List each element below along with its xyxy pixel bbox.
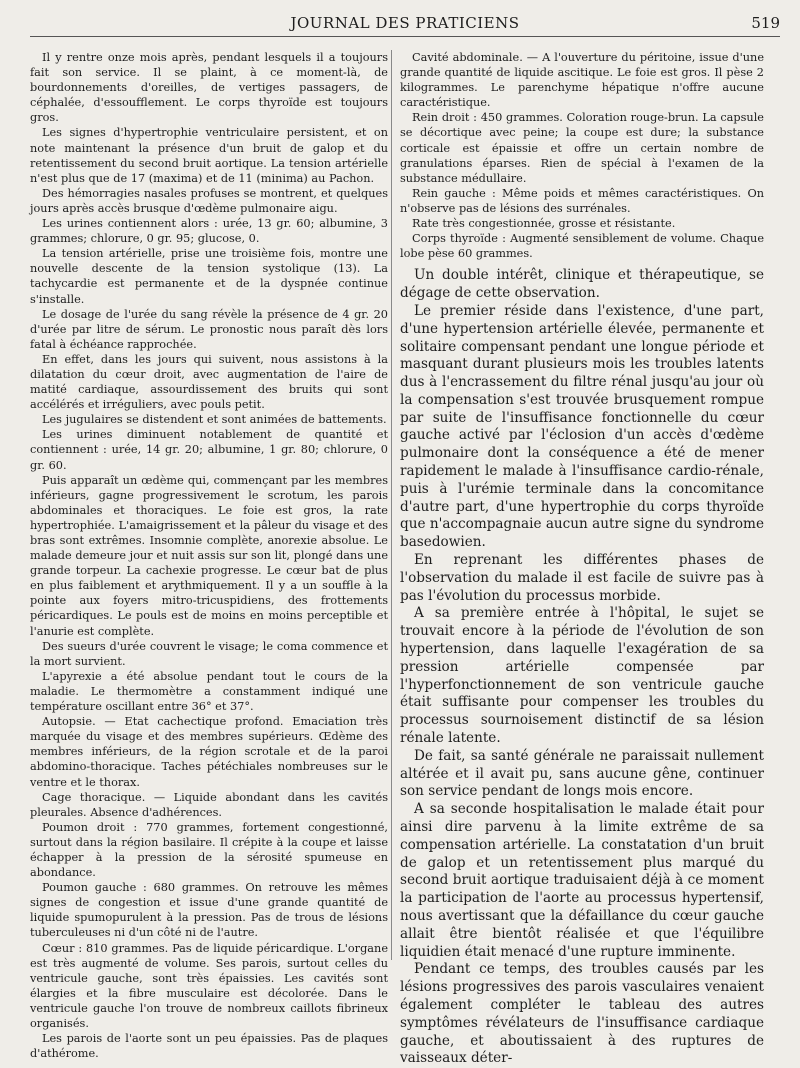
paragraph: De fait, sa santé générale ne paraissait nullement altérée et il avait pu, sans aucune gêne, continuer son service pendant de longs mois encore. xyxy=(400,747,764,800)
right-column xyxy=(400,50,764,1068)
autopsy-paragraph: Autopsie. — Etat cachectique profond. Emaciation très marquée du visage et des membres supérieurs. Œdème des membres inférieurs, de la région scrotale et de la paroi abdomino-thoracique. Taches pétéchiales nombreuses sur le ventre et le thorax. xyxy=(30,715,388,789)
column-divider xyxy=(391,50,392,960)
right-column-notes xyxy=(400,50,764,261)
paragraph: Les urines contiennent alors : urée, 13 gr. 60; albumine, 3 grammes; chlorure, 0 gr. 95; glucose, 0. xyxy=(30,217,388,246)
paragraph: Cage thoracique. — Liquide abondant dans les cavités pleurales. Absence d'adhérences. xyxy=(30,790,388,819)
paragraph: L'apyrexie a été absolue pendant tout le cours de la maladie. Le thermomètre a constamment indiqué une température oscillant entre 36° et 37°. xyxy=(30,669,388,714)
paragraph: En reprenant les différentes phases de l'observation du malade il est facile de suivre pas à pas l'évolution du processus morbide. xyxy=(400,552,764,604)
paragraph: Rate très congestionnée, grosse et résistante. xyxy=(412,217,676,231)
paragraph: Les jugulaires se distendent et sont animées de battements. xyxy=(42,413,387,427)
paragraph: Poumon gauche : 680 grammes. On retrouve les mêmes signes de congestion et issue d'une grande quantité de liquide spumopurulent à la pression. Pas de trous de lésions tuberculeuses ni d'un côté ni de l'autre. xyxy=(30,881,388,940)
page-number: 519 xyxy=(751,14,780,32)
paragraph: Puis apparaît un œdème qui, commençant par les membres inférieurs, gagne progressivement le scrotum, les parois abdominales et thoraciques. Le foie est gros, la rate hypertrophiée. L'amaigrissement et la pâleur du visage et des bras sont extrêmes. Insomnie complète, anorexie absolue. Le malade demeure jour et nuit assis sur son lit, plongé dans une grande torpeur. La cachexie progresse. Le cœur bat de plus en plus faiblement et arythmiquement. Il y a un souffle à la pointe aux foyers mitro-tricuspidiens, des frottements péricardiques. Le pouls est de moins en moins perceptible et l'anurie est complète. xyxy=(30,473,388,638)
paragraph: Les parois de l'aorte sont un peu épaissies. Pas de plaques d'athérome. xyxy=(30,1032,388,1061)
paragraph: Cavité abdominale. — A l'ouverture du péritoine, issue d'une grande quantité de liquide ascitique. Le foie est gros. Il pèse 2 kilogrammes. Le parenchyme hépatique n'offre aucune caractéristique. xyxy=(400,51,764,110)
paragraph: Corps thyroïde : Augmenté sensiblement de volume. Chaque lobe pèse 60 grammes. xyxy=(400,232,764,261)
running-title: JOURNAL DES PRATICIENS xyxy=(290,14,520,32)
paragraph: Rein droit : 450 grammes. Coloration rouge-brun. La capsule se décortique avec peine; la coupe est dure; la substance corticale est épaissie et offre un certain nombre de granulations éparses. Rien de spécial à l'examen de la substance médullaire. xyxy=(400,111,764,185)
paragraph: Il y rentre onze mois après, pendant lesquels il a toujours fait son service. Il se plaint, à ce moment-là, de bourdonnements d'oreilles, de vertiges passagers, de céphalée, d'essoufflement. Le corps thyroïde est toujours gros. xyxy=(30,51,388,125)
paragraph: Des sueurs d'urée couvrent le visage; le coma commence et la mort survient. xyxy=(30,639,388,668)
paragraph: A sa première entrée à l'hôpital, le sujet se trouvait encore à la période de l'évolution de son hypertension, dans laquelle l'exagération de sa pression artérielle compensée par l'hyperfonctionnement de son ventricule gauche était suffisante pour compenser les troubles du processus sournoisement distinctif de sa lésion rénale latente. xyxy=(400,605,764,747)
paragraph: Pendant ce temps, des troubles causés par les lésions progressives des parois vasculaires venaient également compléter le tableau des autres symptômes révélateurs de l'insuffisance cardiaque gauche, et aboutissaient à des ruptures de vaisseaux déter- xyxy=(400,961,764,1067)
paragraph: Les urines diminuent notablement de quantité et contiennent : urée, 14 gr. 20; albumine, 1 gr. 80; chlorure, 0 gr. 60. xyxy=(30,428,388,472)
paragraph: A sa seconde hospitalisation le malade était pour ainsi dire parvenu à la limite extrême de sa compensation artérielle. La constatation d'un bruit de galop et un retentissement plus marqué du second bruit aortique traduisaient déjà à ce moment la participation de l'aorte au processus hypertensif, nous avertissant que la défaillance du cœur gauche allait être bientôt réalisée et que l'équilibre liquidien était menacé d'une rupture imminente. xyxy=(400,801,764,960)
right-column-discussion xyxy=(400,267,764,1068)
paragraph: Poumon droit : 770 grammes, fortement congestionné, surtout dans la région basilaire. Il crépite à la coupe et laisse échapper à la pression de la sérosité spumeuse en abondance. xyxy=(30,820,388,880)
left-column xyxy=(30,50,388,1061)
paragraph: Cœur : 810 grammes. Pas de liquide péricardique. L'organe est très augmenté de volume. Ses parois, surtout celles du ventricule gauche, sont très épaissies. Les cavités sont élargies et la fibre musculaire est décolorée. Dans le ventricule gauche l'on trouve de nombreux caillots fibrineux organisés. xyxy=(30,941,388,1030)
paragraph: Un double intérêt, clinique et thérapeutique, se dégage de cette observation. xyxy=(400,267,764,302)
paragraph: Le dosage de l'urée du sang révèle la présence de 4 gr. 20 d'urée par litre de sérum. Le pronostic nous paraît dès lors fatal à échéance rapprochée. xyxy=(30,307,388,351)
paragraph: Des hémorragies nasales profuses se montrent, et quelques jours après accès brusque d'œdème pulmonaire aigu. xyxy=(30,186,388,215)
paragraph: Le premier réside dans l'existence, d'une part, d'une hypertension artérielle élevée, permanente et solitaire compensant pendant une longue période et masquant durant plusieurs mois les troubles latents dus à l'encrassement du filtre rénal jusqu'au jour où la compensation s'est trouvée brusquement rompue par suite de l'insuffisance fonctionnelle du cœur gauche activé par l'éclosion d'un accès d'œdème pulmonaire dont la conséquence a été de mener rapidement le malade à l'insuffisance cardio-rénale, puis à l'urémie terminale dans la concomitance d'autre part, d'une hypertrophie du corps thyroïde que n'accompagnaie aucun autre signe du syndrome basedowien. xyxy=(400,302,764,551)
page-header xyxy=(30,14,780,37)
paragraph: En effet, dans les jours qui suivent, nous assistons à la dilatation du cœur droit, avec augmentation de l'aire de matité cardiaque, assourdissement des bruits qui sont accélérés et irréguliers, avec pouls petit. xyxy=(30,352,388,412)
paragraph: La tension artérielle, prise une troisième fois, montre une nouvelle descente de la tension systolique (13). La tachycardie est permanente et de la dyspnée continue s'installe. xyxy=(30,247,388,306)
paragraph: Les signes d'hypertrophie ventriculaire persistent, et on note maintenant la présence d'un bruit de galop et du retentissement du second bruit aortique. La tension artérielle n'est plus que de 17 (maxima) et de 11 (minima) au Pachon. xyxy=(30,126,388,185)
paragraph: Rein gauche : Même poids et mêmes caractéristiques. On n'observe pas de lésions des surrénales. xyxy=(400,186,764,215)
